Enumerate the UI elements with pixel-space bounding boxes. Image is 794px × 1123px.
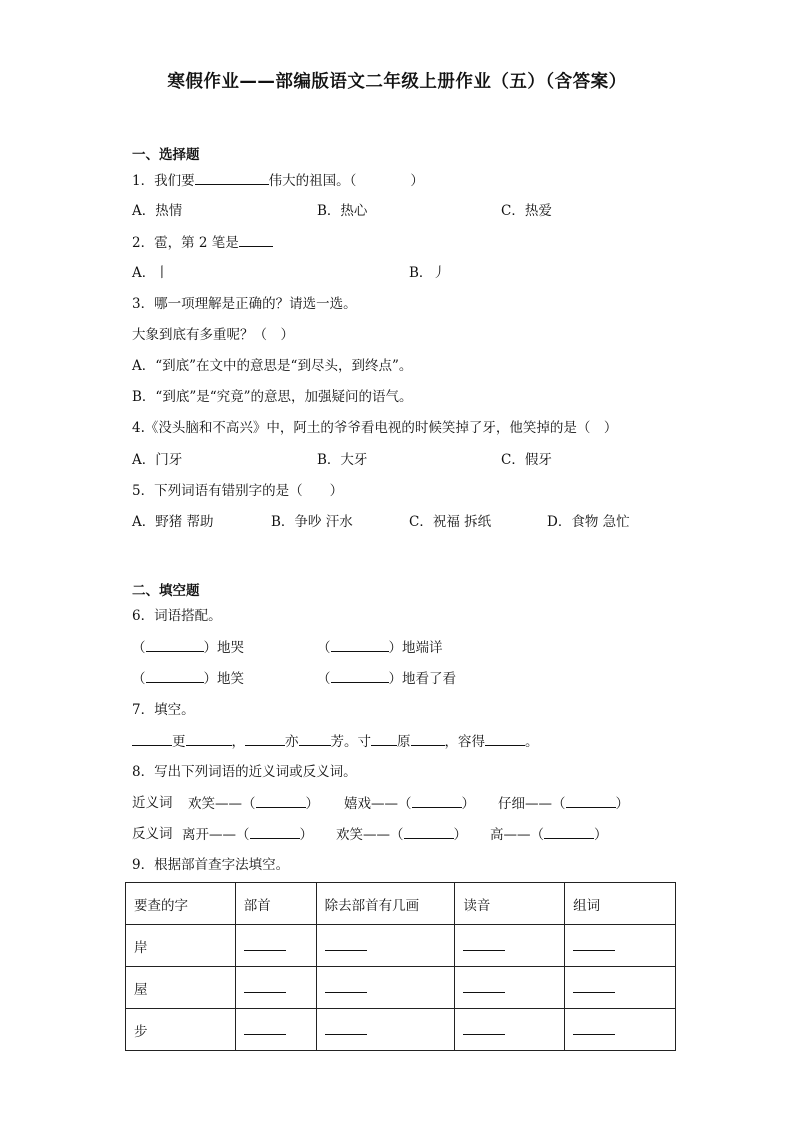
q8-ant2-word: 欢笑——	[336, 827, 390, 843]
q8-synonym-3: 仔细——（ ）	[498, 793, 629, 814]
q1-stem-after: 伟大的祖国。（ ）	[268, 173, 424, 189]
q8-syn3-word: 仔细——	[498, 796, 552, 812]
q2-option-a[interactable]: A．丨	[132, 265, 169, 281]
table-row	[126, 925, 676, 967]
table-char-cell: 屋	[126, 967, 236, 1009]
q7-text-1: 更	[172, 734, 186, 750]
table-char-cell: 步	[126, 1009, 236, 1051]
answer-blank[interactable]	[573, 936, 615, 951]
q7-text-4: 芳。寸	[330, 734, 371, 750]
q8-ant2-blank[interactable]	[404, 824, 454, 839]
question-7-stem: 7．填空。	[132, 702, 195, 718]
section-heading-choice: 一、选择题	[132, 147, 200, 163]
q2-answer-blank[interactable]	[239, 232, 273, 247]
q7-blank-5[interactable]	[371, 731, 397, 746]
q8-synonym-label: 近义词	[132, 795, 173, 811]
answer-blank[interactable]	[463, 936, 505, 951]
table-blank-cell[interactable]	[455, 925, 565, 967]
q8-synonym-1: 欢笑——（ ）	[188, 793, 319, 814]
table-blank-cell[interactable]	[565, 967, 676, 1009]
q1-answer-blank[interactable]	[195, 170, 269, 185]
table-blank-cell[interactable]	[235, 925, 316, 967]
table-header-row	[126, 883, 676, 925]
table-blank-cell[interactable]	[565, 925, 676, 967]
q6-row-2	[132, 668, 532, 688]
q7-blank-1[interactable]	[132, 731, 172, 746]
q1-stem-before: 1．我们要	[132, 173, 195, 189]
question-6-stem: 6．词语搭配。	[132, 608, 222, 624]
q8-antonym-2: 欢笑——（ ）	[336, 824, 467, 845]
table-header-cell: 除去部首有几画	[316, 883, 455, 925]
question-1-stem	[132, 170, 424, 190]
q4-option-b[interactable]: B．大牙	[317, 452, 368, 468]
q8-antonym-label: 反义词	[132, 826, 173, 842]
question-2-options	[132, 263, 672, 283]
answer-blank[interactable]	[463, 1020, 505, 1035]
q3-option-a[interactable]: A．“到底”在文中的意思是“到尽头，到终点”。	[132, 358, 413, 374]
q2-stem-text: 2．雹，第 2 笔是	[132, 235, 239, 251]
q7-text-6: ，容得	[444, 734, 485, 750]
table-blank-cell[interactable]	[455, 1009, 565, 1051]
q8-synonym-2: 嬉戏——（ ）	[344, 793, 475, 814]
answer-blank[interactable]	[244, 978, 286, 993]
q8-antonym-1: 离开——（ ）	[182, 824, 313, 845]
answer-blank[interactable]	[573, 1020, 615, 1035]
question-8-stem: 8．写出下列词语的近义词或反义词。	[132, 764, 357, 780]
q7-blank-2[interactable]	[186, 731, 232, 746]
q6-blank-2[interactable]	[331, 637, 389, 652]
q4-option-a[interactable]: A．门牙	[132, 452, 183, 468]
q6-item-2: （ ）地端详	[317, 637, 443, 658]
table-blank-cell[interactable]	[235, 1009, 316, 1051]
answer-blank[interactable]	[463, 978, 505, 993]
q6-item-1-word: 地哭	[217, 640, 244, 656]
q7-text-3: 亦	[285, 734, 299, 750]
q8-syn1-word: 欢笑——	[188, 796, 242, 812]
question-2-stem	[132, 232, 273, 252]
q8-syn3-blank[interactable]	[566, 793, 616, 808]
q6-item-4-word: 地看了看	[402, 671, 456, 687]
table-header-cell: 要查的字	[126, 883, 236, 925]
q1-option-a[interactable]: A．热情	[132, 203, 183, 219]
q7-blank-3[interactable]	[245, 731, 285, 746]
table-row	[126, 1009, 676, 1051]
q8-syn2-word: 嬉戏——	[344, 796, 398, 812]
q6-blank-1[interactable]	[146, 637, 204, 652]
q8-antonym-row	[132, 824, 652, 844]
table-header-cell: 组词	[565, 883, 676, 925]
table-blank-cell[interactable]	[316, 1009, 455, 1051]
q7-blank-7[interactable]	[485, 731, 525, 746]
q7-fill-line	[132, 731, 539, 751]
answer-blank[interactable]	[325, 1020, 367, 1035]
q8-syn1-blank[interactable]	[256, 793, 306, 808]
q8-ant1-blank[interactable]	[250, 824, 300, 839]
q3-option-b[interactable]: B．“到底”是“究竟”的意思，加强疑问的语气。	[132, 389, 413, 405]
q8-synonym-row	[132, 793, 652, 813]
q6-item-1: （ ）地哭	[132, 637, 244, 658]
q1-option-c[interactable]: C．热爱	[501, 203, 552, 219]
q8-syn2-blank[interactable]	[412, 793, 462, 808]
q6-row-1	[132, 637, 532, 657]
q6-item-2-word: 地端详	[402, 640, 443, 656]
question-3-sub: 大象到底有多重呢？（ ）	[132, 327, 294, 343]
q7-text-5: 原	[397, 734, 411, 750]
section-heading-fill: 二、填空题	[132, 583, 200, 599]
answer-blank[interactable]	[244, 1020, 286, 1035]
q6-blank-4[interactable]	[331, 668, 389, 683]
table-blank-cell[interactable]	[316, 967, 455, 1009]
table-row	[126, 967, 676, 1009]
q7-blank-4[interactable]	[299, 731, 331, 746]
table-blank-cell[interactable]	[235, 967, 316, 1009]
q1-option-b[interactable]: B．热心	[317, 203, 368, 219]
q6-item-4: （ ）地看了看	[317, 668, 456, 689]
q2-option-b[interactable]: B．丿	[409, 265, 446, 281]
answer-blank[interactable]	[573, 978, 615, 993]
answer-blank[interactable]	[325, 978, 367, 993]
q4-option-c[interactable]: C．假牙	[501, 452, 552, 468]
table-header-cell: 读音	[455, 883, 565, 925]
q7-text-7: 。	[525, 734, 539, 750]
question-9-stem: 9．根据部首查字法填空。	[132, 857, 290, 873]
question-1-options	[132, 201, 672, 221]
radical-lookup-table	[125, 882, 676, 1051]
answer-blank[interactable]	[244, 936, 286, 951]
q6-blank-3[interactable]	[146, 668, 204, 683]
page-title: 寒假作业——部编版语文二年级上册作业（五）（含答案）	[167, 72, 627, 92]
question-3-stem: 3．哪一项理解是正确的？请选一选。	[132, 296, 357, 312]
question-5-options	[132, 512, 672, 532]
q8-ant1-word: 离开——	[182, 827, 236, 843]
q8-ant3-blank[interactable]	[544, 824, 594, 839]
q7-text-2: ，	[231, 734, 245, 750]
table-char-cell: 岸	[126, 925, 236, 967]
q6-item-3-word: 地笑	[217, 671, 244, 687]
q5-option-a[interactable]: A．野猪 帮助	[132, 514, 214, 530]
q8-antonym-3: 高——（ ）	[490, 824, 608, 845]
answer-blank[interactable]	[325, 936, 367, 951]
q6-item-3: （ ）地笑	[132, 668, 244, 689]
q5-option-c[interactable]: C．祝福 拆纸	[409, 514, 492, 530]
question-4-options	[132, 450, 672, 470]
q5-option-d[interactable]: D．食物 急忙	[547, 514, 630, 530]
question-5-stem: 5．下列词语有错别字的是（ ）	[132, 483, 344, 499]
question-4-stem: 4.《没头脑和不高兴》中，阿土的爷爷看电视的时候笑掉了牙，他笑掉的是（ ）	[132, 420, 618, 436]
q7-blank-6[interactable]	[411, 731, 445, 746]
table-blank-cell[interactable]	[316, 925, 455, 967]
table-header-cell: 部首	[235, 883, 316, 925]
table-blank-cell[interactable]	[565, 1009, 676, 1051]
q5-option-b[interactable]: B．争吵 汗水	[271, 514, 353, 530]
table-blank-cell[interactable]	[455, 967, 565, 1009]
q8-ant3-word: 高——	[490, 827, 531, 843]
